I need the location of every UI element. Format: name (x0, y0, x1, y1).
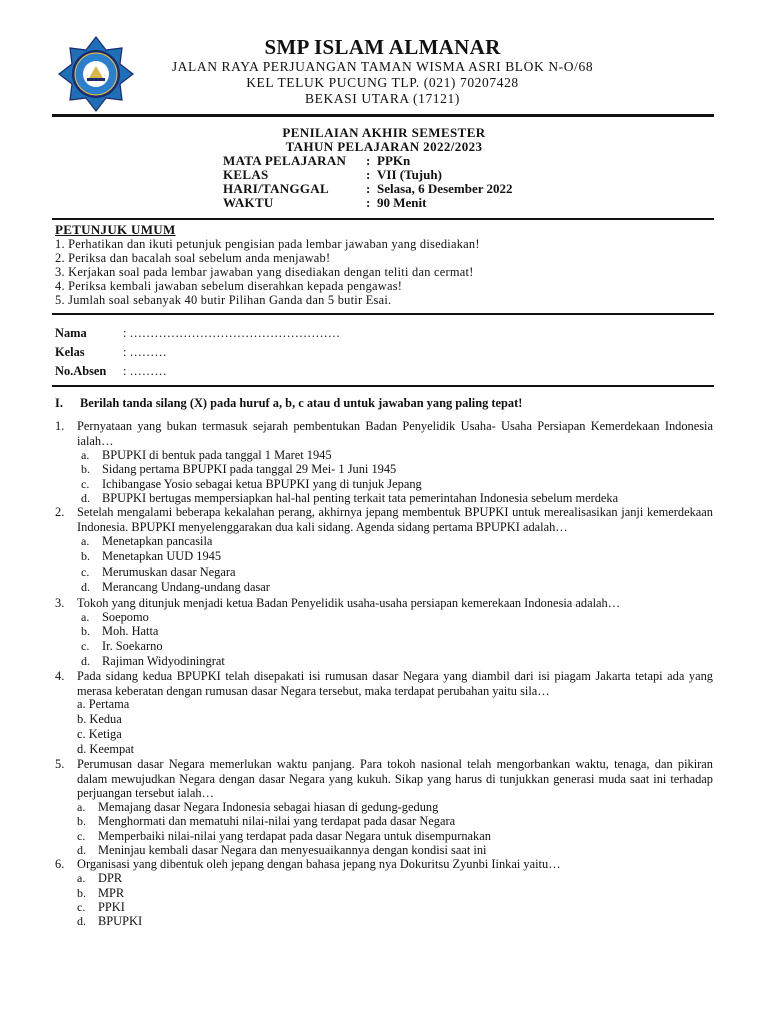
school-crest-icon (58, 36, 134, 112)
meta-colon: : (366, 153, 371, 168)
option-text[interactable]: MPR (98, 886, 125, 900)
question-number: 1. (55, 419, 65, 433)
option-letter[interactable]: d. (77, 843, 86, 857)
instruction-item: 1. Perhatikan dan ikuti petunjuk pengisian pada lembar jawaban yang disediakan! (55, 237, 480, 251)
exam-title: PENILAIAN AKHIR SEMESTER (282, 125, 486, 140)
question-text: Tokoh yang ditunjuk menjadi ketua Badan Penyelidik usaha-usaha persiapan kemerekaan Indonesia adalah… (77, 596, 621, 610)
option-text[interactable]: BPUPKI di bentuk pada tanggal 1 Maret 1945 (102, 448, 332, 462)
option-text[interactable]: Meninjau kembali dasar Negara dan menyesuaikannya dengan kondisi saat ini (98, 843, 487, 857)
option-letter[interactable]: b. (77, 814, 86, 828)
school-address-line-1: JALAN RAYA PERJUANGAN TAMAN WISMA ASRI BLOK N-O/68 (171, 59, 594, 74)
option-letter[interactable]: b. (81, 549, 90, 563)
option-letter[interactable]: a. (77, 800, 86, 814)
instruction-item: 4. Periksa kembali jawaban sebelum diserahkan kepada pengawas! (55, 279, 403, 293)
option-letter[interactable]: c. (81, 565, 90, 579)
option-letter[interactable]: c. (81, 477, 90, 491)
option-text[interactable]: BPUPKI (98, 914, 143, 928)
option-text[interactable]: Menetapkan UUD 1945 (102, 549, 222, 563)
option-text[interactable]: Menghormati dan mematuhi nilai-nilai yang terdapat pada dasar Negara (98, 814, 456, 828)
option-letter[interactable]: a. (81, 448, 90, 462)
letterhead-divider (52, 114, 714, 117)
option-letter[interactable]: d. (81, 654, 90, 668)
option-letter[interactable]: a. (81, 534, 90, 548)
section-number: I. (55, 396, 63, 410)
option-text[interactable]: PPKI (98, 900, 125, 914)
option-text[interactable]: Sidang pertama BPUPKI pada tanggal 29 Mei- 1 Juni 1945 (102, 462, 397, 476)
meta-colon: : (366, 167, 371, 182)
instruction-item: 3. Kerjakan soal pada lembar jawaban yang disediakan dengan teliti dan cermat! (55, 265, 474, 279)
school-address-line-3: BEKASI UTARA (17121) (305, 91, 460, 106)
meta-value-duration: 90 Menit (377, 195, 427, 210)
meta-colon: : (366, 195, 371, 210)
question-number: 6. (55, 857, 65, 871)
meta-colon: : (366, 181, 371, 196)
option-letter[interactable]: c. (77, 829, 86, 843)
exam-year: TAHUN PELAJARAN 2022/2023 (285, 139, 483, 154)
option-text[interactable]: DPR (98, 871, 123, 885)
option-text[interactable]: Ichibangase Yosio sebagai ketua BPUPKI yang di tunjuk Jepang (102, 477, 422, 491)
absen-field[interactable]: : ……… (123, 364, 167, 378)
meta-label-subject: MATA PELAJARAN (223, 153, 347, 168)
option-letter[interactable]: c. (81, 639, 90, 653)
option-text[interactable]: a. Pertama (77, 697, 130, 711)
question-number: 3. (55, 596, 65, 610)
question-text: Organisasi yang dibentuk oleh jepang dengan bahasa jepang nya Dokuritsu Zyunbi Iinkai yaitu… (77, 857, 561, 871)
option-letter[interactable]: b. (77, 886, 86, 900)
name-field[interactable]: : …………………………………………… (123, 326, 341, 340)
meta-value-subject: PPKn (377, 153, 411, 168)
option-letter[interactable]: a. (81, 610, 90, 624)
meta-label-class: KELAS (223, 167, 269, 182)
option-text[interactable]: Ir. Soekarno (102, 639, 163, 653)
section-instruction: Berilah tanda silang (X) pada huruf a, b, c atau d untuk jawaban yang paling tepat! (80, 396, 523, 410)
identity-label-name: Nama (55, 326, 87, 340)
option-text[interactable]: b. Kedua (77, 712, 122, 726)
option-letter[interactable]: d. (77, 914, 86, 928)
option-letter[interactable]: d. (81, 580, 90, 594)
option-letter[interactable]: c. (77, 900, 86, 914)
instructions-title: PETUNJUK UMUM (55, 222, 176, 237)
identity-divider-bottom (52, 385, 714, 387)
instruction-item: 2. Periksa dan bacalah soal sebelum anda menjawab! (55, 251, 331, 265)
option-text[interactable]: Merumuskan dasar Negara (102, 565, 236, 579)
option-text[interactable]: Moh. Hatta (102, 624, 159, 638)
instruction-item: 5. Jumlah soal sebanyak 40 butir Pilihan Ganda dan 5 butir Esai. (55, 293, 392, 307)
question-number: 2. (55, 505, 65, 519)
school-address-line-2: KEL TELUK PUCUNG TLP. (021) 70207428 (246, 75, 519, 90)
question-number: 4. (55, 669, 65, 683)
question-text: Pernyataan yang bukan termasuk sejarah pembentukan Badan Penyelidik Usaha- Usaha Persiapan Kemerdekaan Indonesia ialah… (77, 419, 713, 448)
identity-label-class: Kelas (55, 345, 85, 359)
option-letter[interactable]: b. (81, 462, 90, 476)
option-letter[interactable]: b. (81, 624, 90, 638)
option-text[interactable]: d. Keempat (77, 742, 135, 756)
question-number: 5. (55, 757, 65, 771)
option-text[interactable]: Menetapkan pancasila (102, 534, 213, 548)
question-text: Perumusan dasar Negara memerlukan waktu panjang. Para tokoh nasional telah mengorbankan waktu, tenaga, dan pikiran dalam mewujudkan Negara dengan dasar Negara yang kukuh. Sikap yang harus di tunjukkan generasi muda saat ini terhadap perjuangan tersebut ialah… (77, 757, 713, 800)
option-text[interactable]: Rajiman Widyodiningrat (102, 654, 225, 668)
question-text: Pada sidang kedua BPUPKI telah disepakati isi rumusan dasar Negara yang diambil dari isi piagam Jakarta tetapi ada yang merasa keberatan dengan rumusan dasar Negara tersebut, maka terdapat perubahan yaitu sila… (77, 669, 713, 698)
question-text: Setelah mengalami beberapa kekalahan perang, akhirnya jepang membentuk BPUPKI untuk merealisasikan janji kemerdekaan Indonesia. BPUPKI menyelenggarakan dua kali sidang. Agenda sidang pertama BPUPKI adalah… (77, 505, 713, 534)
meta-value-class: VII (Tujuh) (377, 167, 442, 182)
option-letter[interactable]: d. (81, 491, 90, 505)
option-text[interactable]: Merancang Undang-undang dasar (102, 580, 270, 594)
identity-label-absen: No.Absen (55, 364, 107, 378)
option-text[interactable]: Soepomo (102, 610, 149, 624)
meta-label-duration: WAKTU (223, 195, 274, 210)
school-name: SMP ISLAM ALMANAR (264, 35, 501, 59)
instructions-divider (52, 218, 714, 220)
option-text[interactable]: Memajang dasar Negara Indonesia sebagai hiasan di gedung-gedung (98, 800, 439, 814)
meta-value-date: Selasa, 6 Desember 2022 (377, 181, 513, 196)
option-text[interactable]: c. Ketiga (77, 727, 122, 741)
class-field[interactable]: : ……… (123, 345, 167, 359)
meta-label-date: HARI/TANGGAL (223, 181, 329, 196)
option-text[interactable]: BPUPKI bertugas mempersiapkan hal-hal penting terkait tata pemerintahan Indonesia sebelum merdeka (102, 491, 619, 505)
option-text[interactable]: Memperbaiki nilai-nilai yang terdapat pada dasar Negara untuk disempurnakan (98, 829, 491, 843)
option-letter[interactable]: a. (77, 871, 86, 885)
identity-divider-top (52, 313, 714, 315)
